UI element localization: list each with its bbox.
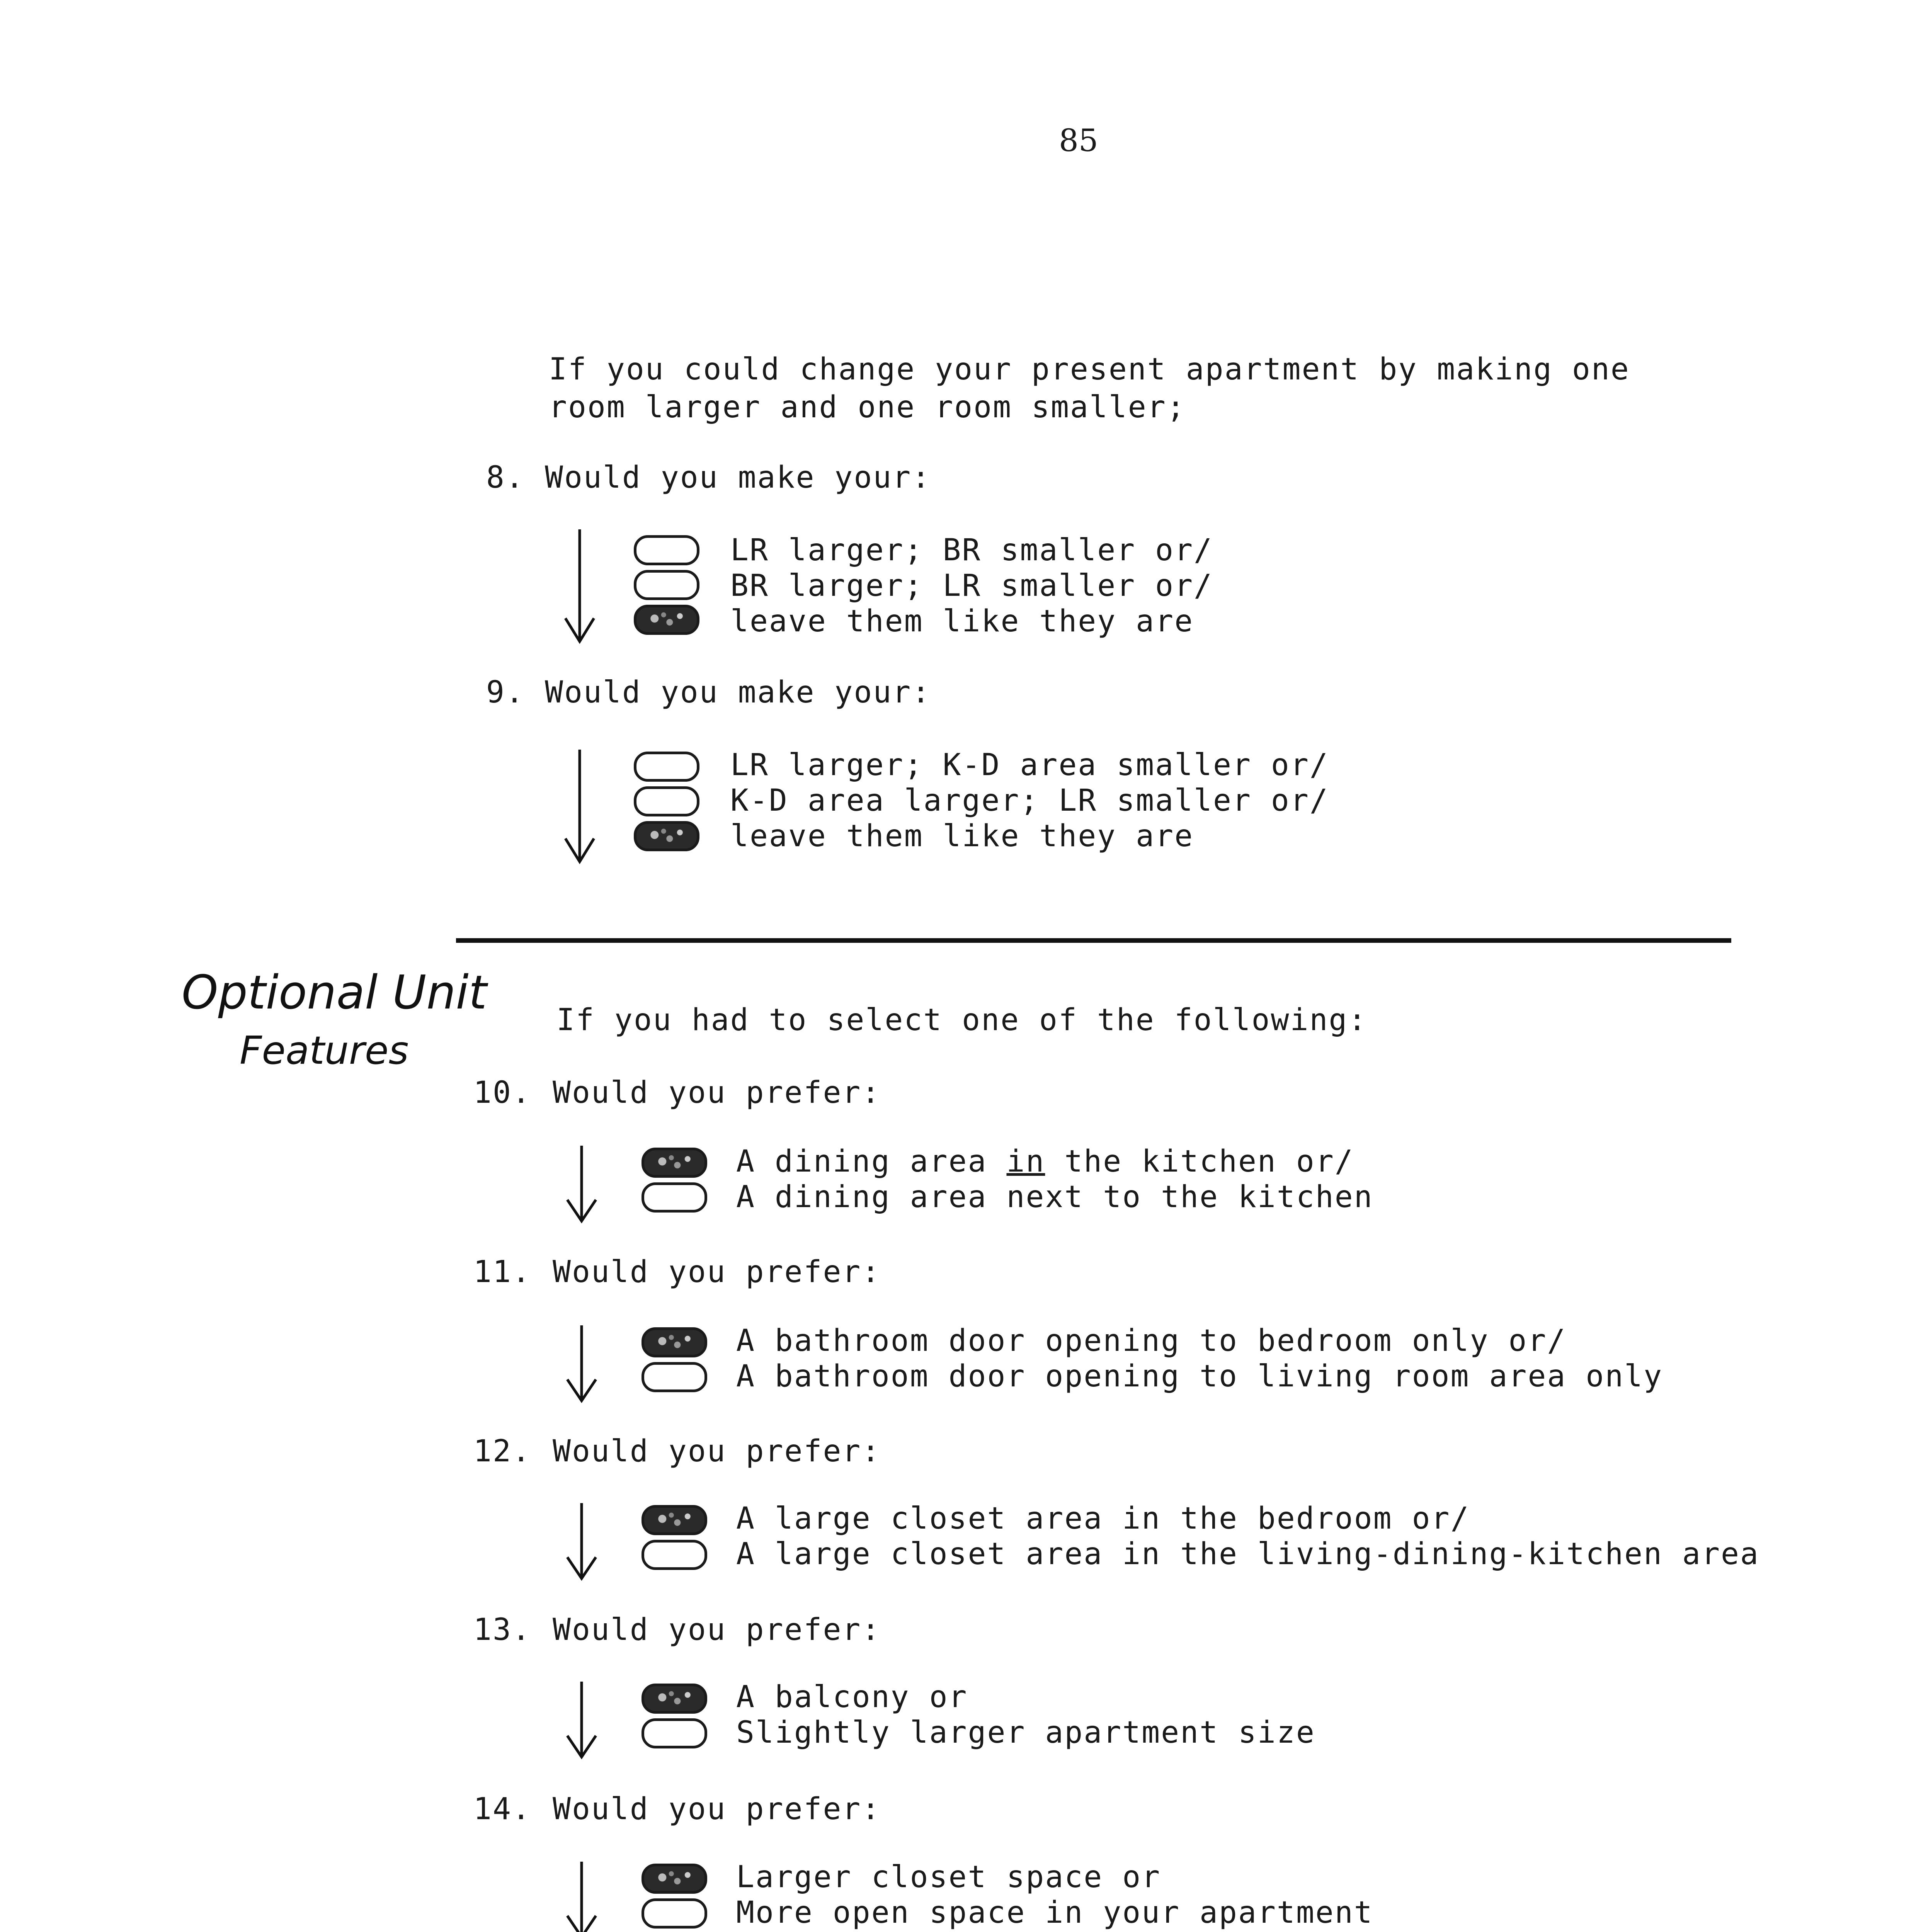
margin-note-line-2: Features — [240, 1028, 409, 1073]
q8-option-3-text: leave them like they are — [730, 604, 1194, 639]
q11-option-1-text: A bathroom door opening to bedroom only or/ — [736, 1323, 1567, 1358]
q14-option-1-bubble[interactable] — [642, 1864, 707, 1894]
question-10-prompt: Would you prefer: — [553, 1075, 881, 1110]
q9-option-3-bubble[interactable] — [634, 821, 699, 851]
question-12-prompt: Would you prefer: — [553, 1434, 881, 1469]
q13-option-2-text: Slightly larger apartment size — [736, 1715, 1315, 1750]
question-11-number: 11. — [473, 1255, 531, 1289]
down-arrow-icon — [562, 750, 597, 866]
down-arrow-icon — [564, 1862, 599, 1932]
question-9-prompt: Would you make your: — [545, 675, 931, 710]
q11-option-2-bubble[interactable] — [642, 1362, 707, 1392]
q8-option-3-bubble[interactable] — [634, 605, 699, 635]
q10-option-2-bubble[interactable] — [642, 1182, 707, 1213]
q8-option-1-bubble[interactable] — [634, 535, 699, 565]
q12-option-2-bubble[interactable] — [642, 1540, 707, 1570]
q14-option-2-bubble[interactable] — [642, 1898, 707, 1929]
q13-option-1-bubble[interactable] — [642, 1684, 707, 1714]
question-14-number: 14. — [473, 1792, 531, 1827]
section-divider — [456, 938, 1731, 943]
q11-option-2-text: A bathroom door opening to living room area only — [736, 1359, 1663, 1394]
question-10-number: 10. — [473, 1075, 531, 1110]
question-12-number: 12. — [473, 1434, 531, 1469]
question-13-number: 13. — [473, 1612, 531, 1647]
q9-option-3-text: leave them like they are — [730, 819, 1194, 854]
question-8-prompt: Would you make your: — [545, 460, 931, 495]
question-11-prompt: Would you prefer: — [553, 1255, 881, 1289]
down-arrow-icon — [564, 1503, 599, 1582]
section2-intro: If you had to select one of the following: — [556, 1003, 1368, 1037]
q13-option-2-bubble[interactable] — [642, 1718, 707, 1748]
q10-option-1-text-a: A dining area — [736, 1144, 1007, 1179]
intro-line-2: room larger and one room smaller; — [549, 390, 1186, 425]
down-arrow-icon — [564, 1682, 599, 1761]
margin-note-line-1: Optional Unit — [182, 966, 487, 1020]
question-8-number: 8. — [486, 460, 525, 495]
q11-option-1-bubble[interactable] — [642, 1327, 707, 1357]
down-arrow-icon — [564, 1325, 599, 1405]
q9-option-2-bubble[interactable] — [634, 786, 699, 816]
q9-option-2-text: K-D area larger; LR smaller or/ — [730, 783, 1329, 818]
q10-option-2-text: A dining area next to the kitchen — [736, 1180, 1373, 1214]
q8-option-2-bubble[interactable] — [634, 570, 699, 600]
q8-option-1-text: LR larger; BR smaller or/ — [730, 533, 1213, 568]
question-13-prompt: Would you prefer: — [553, 1612, 881, 1647]
q10-option-1-text-b: the kitchen or/ — [1045, 1144, 1354, 1179]
down-arrow-icon — [562, 529, 597, 645]
page-number: 85 — [1059, 122, 1098, 158]
question-9-number: 9. — [486, 675, 525, 710]
q12-option-1-bubble[interactable] — [642, 1505, 707, 1535]
intro-line-1: If you could change your present apartment by making one — [549, 352, 1630, 387]
q13-option-1-text: A balcony or — [736, 1680, 968, 1714]
q9-option-1-text: LR larger; K-D area smaller or/ — [730, 748, 1329, 782]
q12-option-1-text: A large closet area in the bedroom or/ — [736, 1501, 1470, 1536]
q9-option-1-bubble[interactable] — [634, 752, 699, 782]
q10-option-1-text — [736, 1144, 1354, 1179]
q14-option-1-text: Larger closet space or — [736, 1860, 1161, 1895]
q10-option-1-underlined: in — [1006, 1144, 1045, 1179]
q10-option-1-bubble[interactable] — [642, 1148, 707, 1178]
down-arrow-icon — [564, 1146, 599, 1225]
question-14-prompt: Would you prefer: — [553, 1792, 881, 1827]
q12-option-2-text: A large closet area in the living-dining-kitchen area — [736, 1537, 1759, 1571]
q14-option-2-text: More open space in your apartment — [736, 1895, 1373, 1930]
q8-option-2-text: BR larger; LR smaller or/ — [730, 568, 1213, 603]
